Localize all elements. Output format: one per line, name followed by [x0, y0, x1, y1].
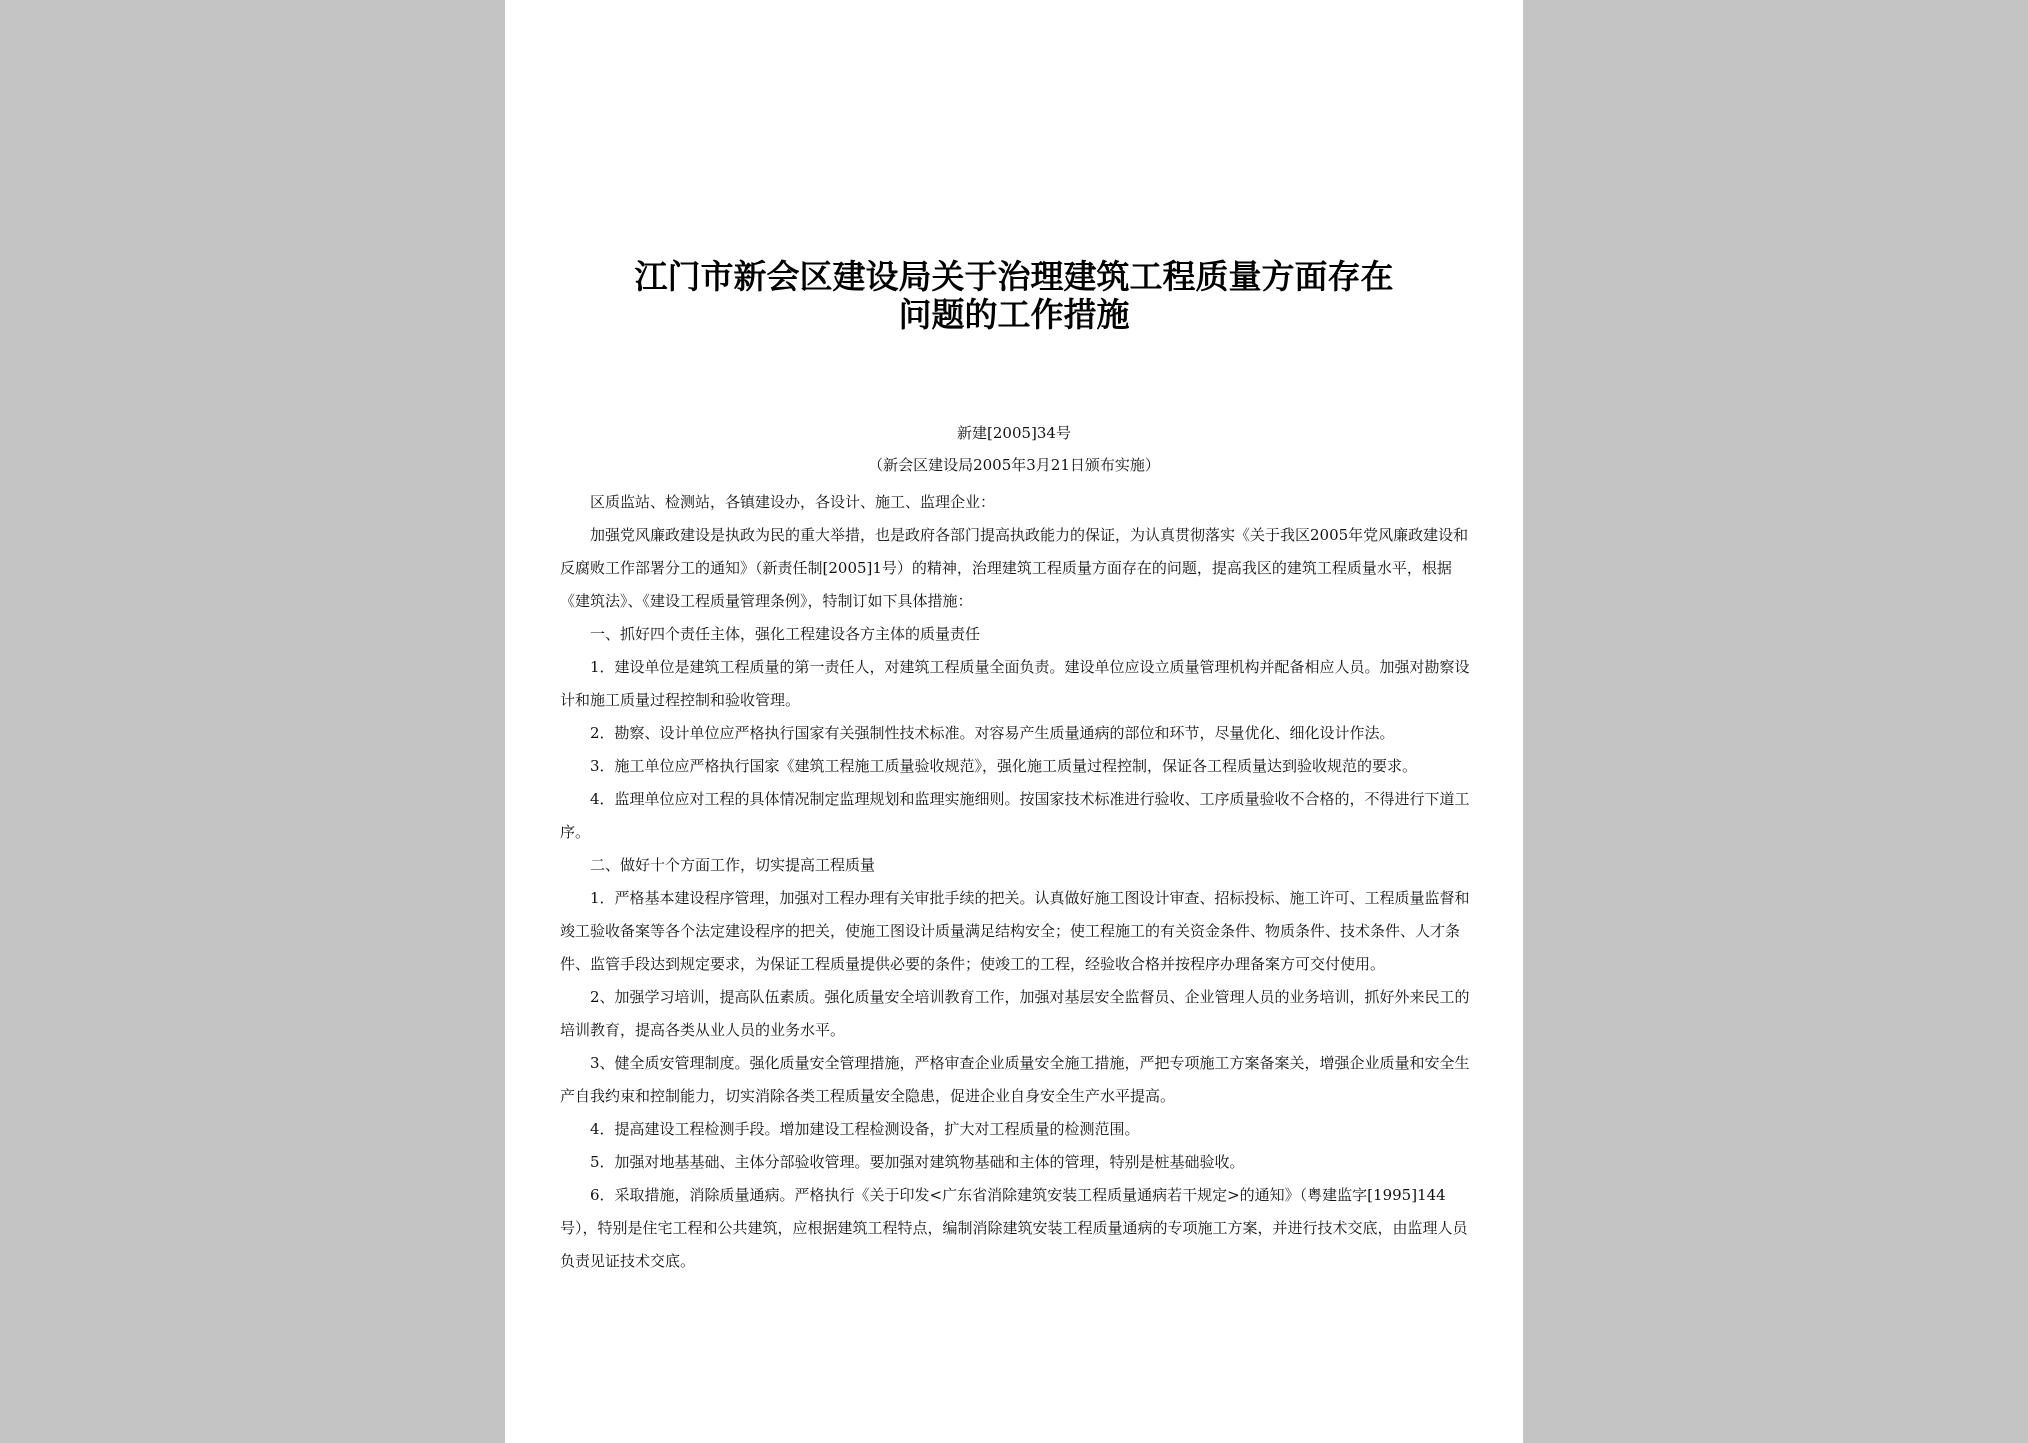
section-heading-2: 二、做好十个方面工作，切实提高工程质量 [590, 856, 876, 874]
body-paragraph: 1．建设单位是建筑工程质量的第一责任人，对建筑工程质量全面负责。建设单位应设立质量管理机构并配备相应人员。加强对勘察设计和施工质量过程控制和验收管理。 [560, 658, 1470, 709]
body-paragraph: 5．加强对地基基础、主体分部验收管理。要加强对建筑物基础和主体的管理，特别是桩基础验收。 [590, 1153, 1245, 1171]
body-paragraph: 2、加强学习培训，提高队伍素质。强化质量安全培训教育工作，加强对基层安全监督员、企业管理人员的业务培训，抓好外来民工的培训教育，提高各类从业人员的业务水平。 [560, 988, 1470, 1039]
document-title [595, 258, 1433, 334]
document-number: 新建[2005]34号 [957, 424, 1071, 442]
body-paragraph: 4．监理单位应对工程的具体情况制定监理规划和监理实施细则。按国家技术标准进行验收、工序质量验收不合格的，不得进行下道工序。 [560, 790, 1470, 841]
body-paragraph: 4．提高建设工程检测手段。增加建设工程检测设备，扩大对工程质量的检测范围。 [590, 1120, 1140, 1138]
body-paragraph: 2．勘察、设计单位应严格执行国家有关强制性技术标准。对容易产生质量通病的部位和环节，尽量优化、细化设计作法。 [590, 724, 1395, 742]
issue-note: （新会区建设局2005年3月21日颁布实施） [868, 456, 1160, 474]
title-line-2: 问题的工作措施 [898, 295, 1130, 334]
body-paragraph: 3、健全质安管理制度。强化质量安全管理措施，严格审查企业质量安全施工措施，严把专项施工方案备案关，增强企业质量和安全生产自我约束和控制能力，切实消除各类工程质量安全隐患，促进企业自身安全生产水平提高。 [560, 1054, 1470, 1105]
section-heading-1: 一、抓好四个责任主体，强化工程建设各方主体的质量责任 [590, 625, 981, 643]
document-body [560, 486, 1470, 1278]
body-paragraph: 6．采取措施，消除质量通病。严格执行《关于印发<广东省消除建筑安装工程质量通病若干规定>的通知》（粤建监字[1995]144号），特别是住宅工程和公共建筑，应根据建筑工程特点，编制消除建筑安装工程质量通病的专项施工方案，并进行技术交底，由监理人员负责见证技术交底。 [560, 1186, 1468, 1270]
addressee-paragraph: 区质监站、检测站，各镇建设办，各设计、施工、监理企业： [590, 493, 996, 511]
body-paragraph: 加强党风廉政建设是执政为民的重大举措，也是政府各部门提高执政能力的保证，为认真贯彻落实《关于我区2005年党风廉政建设和反腐败工作部署分工的通知》（新责任制[2005]1号）的精神，治理建筑工程质量方面存在的问题，提高我区的建筑工程质量水平，根据《建筑法》、《建设工程质量管理条例》，特制订如下具体措施： [560, 526, 1469, 610]
body-paragraph: 1．严格基本建设程序管理，加强对工程办理有关审批手续的把关。认真做好施工图设计审查、招标投标、施工许可、工程质量监督和竣工验收备案等各个法定建设程序的把关，使施工图设计质量满足结构安全；使工程施工的有关资金条件、物质条件、技术条件、人才条件、监管手段达到规定要求，为保证工程质量提供必要的条件；使竣工的工程，经验收合格并按程序办理备案方可交付使用。 [560, 889, 1470, 973]
document-page [505, 0, 1523, 1443]
title-line-1: 江门市新会区建设局关于治理建筑工程质量方面存在 [634, 257, 1394, 296]
body-paragraph: 3．施工单位应严格执行国家《建筑工程施工质量验收规范》，强化施工质量过程控制，保证各工程质量达到验收规范的要求。 [590, 757, 1418, 775]
